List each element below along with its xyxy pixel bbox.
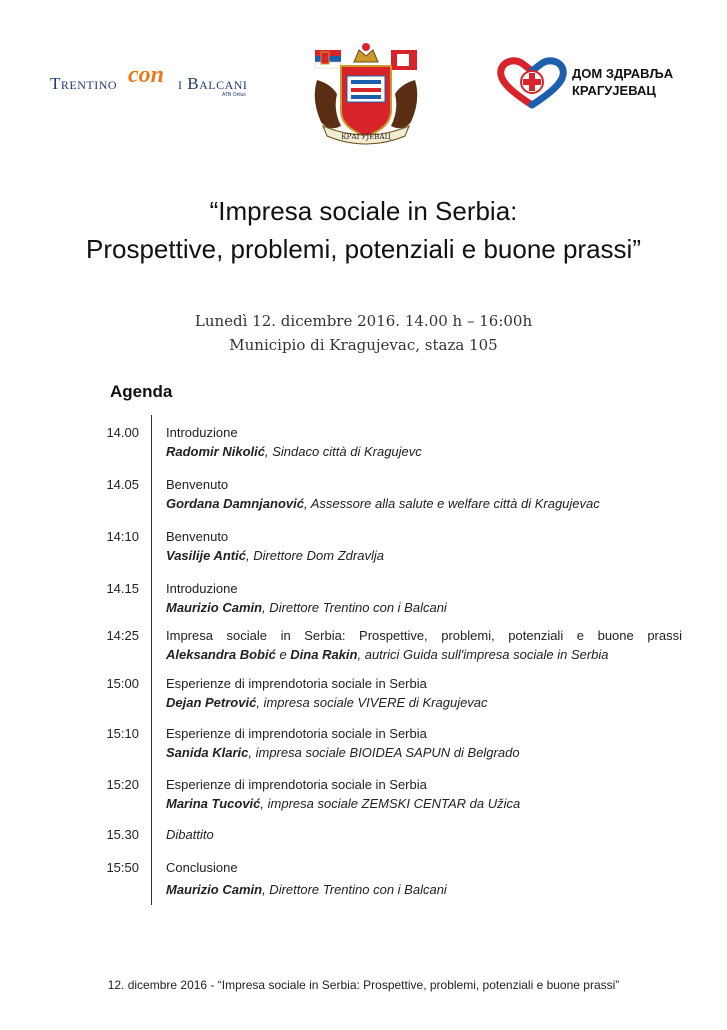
agenda-time: 14:25 xyxy=(106,628,139,643)
speaker-name: Sanida Klaric xyxy=(166,745,249,760)
logo-text-con: con xyxy=(128,62,164,88)
speaker-role: , impresa sociale VIVERE di Kragujevac xyxy=(256,695,488,710)
agenda-speaker-line xyxy=(166,598,682,617)
header-logos xyxy=(0,0,727,160)
logo-text-trentino: Trentino xyxy=(50,74,118,93)
agenda-title: Esperienze di imprendotoria sociale in Serbia xyxy=(166,777,427,792)
dom-zdravlja-text: ДОМ ЗДРАВЉА КРАГУЈЕВАЦ xyxy=(572,66,674,98)
speaker-role: , autrici Guida sull'impresa sociale in Serbia xyxy=(357,647,609,662)
speaker-role: , Direttore Trentino con i Balcani xyxy=(262,600,447,615)
speaker-name: Marina Tucović xyxy=(166,796,261,811)
agenda-title: Esperienze di imprendotoria sociale in Serbia xyxy=(166,676,427,691)
agenda-title: Benvenuto xyxy=(166,529,229,544)
agenda-time: 15:00 xyxy=(106,676,139,691)
speaker-role: , Assessore alla salute e welfare città di Kragujevac xyxy=(303,496,600,511)
speaker-name: Maurizio Camin xyxy=(166,882,263,897)
crest-banner-text: КРАГУЈЕВАЦ xyxy=(341,133,391,141)
logo-text-balcani: i Balcani xyxy=(178,74,248,93)
agenda-title: Benvenuto xyxy=(166,477,229,492)
title-line-1: “Impresa sociale in Serbia: xyxy=(209,196,518,226)
kragujevac-coat-of-arms-icon xyxy=(307,40,425,152)
dom-zdravlja-logo xyxy=(497,57,687,109)
event-location: Municipio di Kragujevac, staza 105 xyxy=(229,336,498,354)
speaker-name: Dina Rakin xyxy=(290,647,358,662)
agenda-time: 14.15 xyxy=(106,581,139,596)
speaker-role: , Direttore Dom Zdravlja xyxy=(245,548,384,563)
agenda-speaker-line xyxy=(166,546,682,565)
agenda-divider xyxy=(151,415,152,905)
agenda-title: Esperienze di imprendotoria sociale in Serbia xyxy=(166,726,427,741)
agenda-speaker-line xyxy=(166,743,682,762)
agenda-title: Introduzione xyxy=(166,425,238,440)
speaker-name: Maurizio Camin xyxy=(166,600,263,615)
agenda-time: 14.05 xyxy=(106,477,139,492)
speaker-name: Vasilije Antić xyxy=(166,548,246,563)
speaker-name: Aleksandra Bobić xyxy=(166,647,276,662)
speaker-role: , Direttore Trentino con i Balcani xyxy=(262,882,447,897)
page-footer: 12. dicembre 2016 - “Impresa sociale in Serbia: Prospettive, problemi, potenziali e buone prassi” xyxy=(107,978,620,992)
agenda-speaker-line xyxy=(166,693,682,712)
speaker-name: Dejan Petrović xyxy=(166,695,257,710)
agenda-speaker-line xyxy=(166,794,682,813)
agenda-time: 14:10 xyxy=(106,529,139,544)
agenda-time: 15:20 xyxy=(106,777,139,792)
speaker-role: , Sindaco città di Kragujevc xyxy=(264,444,422,459)
agenda-time: 15:50 xyxy=(106,860,139,875)
agenda-heading: Agenda xyxy=(110,382,173,401)
agenda-time: 15.30 xyxy=(106,827,139,842)
heart-cross-icon xyxy=(497,57,567,109)
speaker-role: , impresa sociale ZEMSKI CENTAR da Užica xyxy=(260,796,521,811)
agenda-speaker-line xyxy=(166,880,682,899)
agenda-speaker-line xyxy=(166,645,682,664)
page-title xyxy=(0,192,727,268)
event-info xyxy=(0,309,727,357)
agenda-time: 14.00 xyxy=(106,425,139,440)
speaker-name: Gordana Damnjanović xyxy=(166,496,304,511)
title-line-2: Prospettive, problemi, potenziali e buone prassi” xyxy=(86,234,641,264)
agenda-title: Impresa sociale in Serbia: Prospettive, problemi, potenziali e buone prassi xyxy=(166,628,682,643)
speaker-name: Radomir Nikolić xyxy=(166,444,265,459)
agenda-speaker-line xyxy=(166,442,682,461)
agenda-title: Introduzione xyxy=(166,581,238,596)
agenda-speaker-line xyxy=(166,494,682,513)
speaker-role: , impresa sociale BIOIDEA SAPUN di Belgrado xyxy=(248,745,520,760)
agenda-title: Dibattito xyxy=(166,827,214,842)
logo-text-onlus: ATB Onlus xyxy=(222,92,246,98)
agenda-time: 15:10 xyxy=(106,726,139,741)
event-date: Lunedì 12. dicembre 2016. 14.00 h – 16:00h xyxy=(194,312,533,330)
trentino-con-i-balcani-logo xyxy=(50,62,250,102)
agenda-title: Conclusione xyxy=(166,860,238,875)
speaker-joiner: e xyxy=(275,647,291,662)
